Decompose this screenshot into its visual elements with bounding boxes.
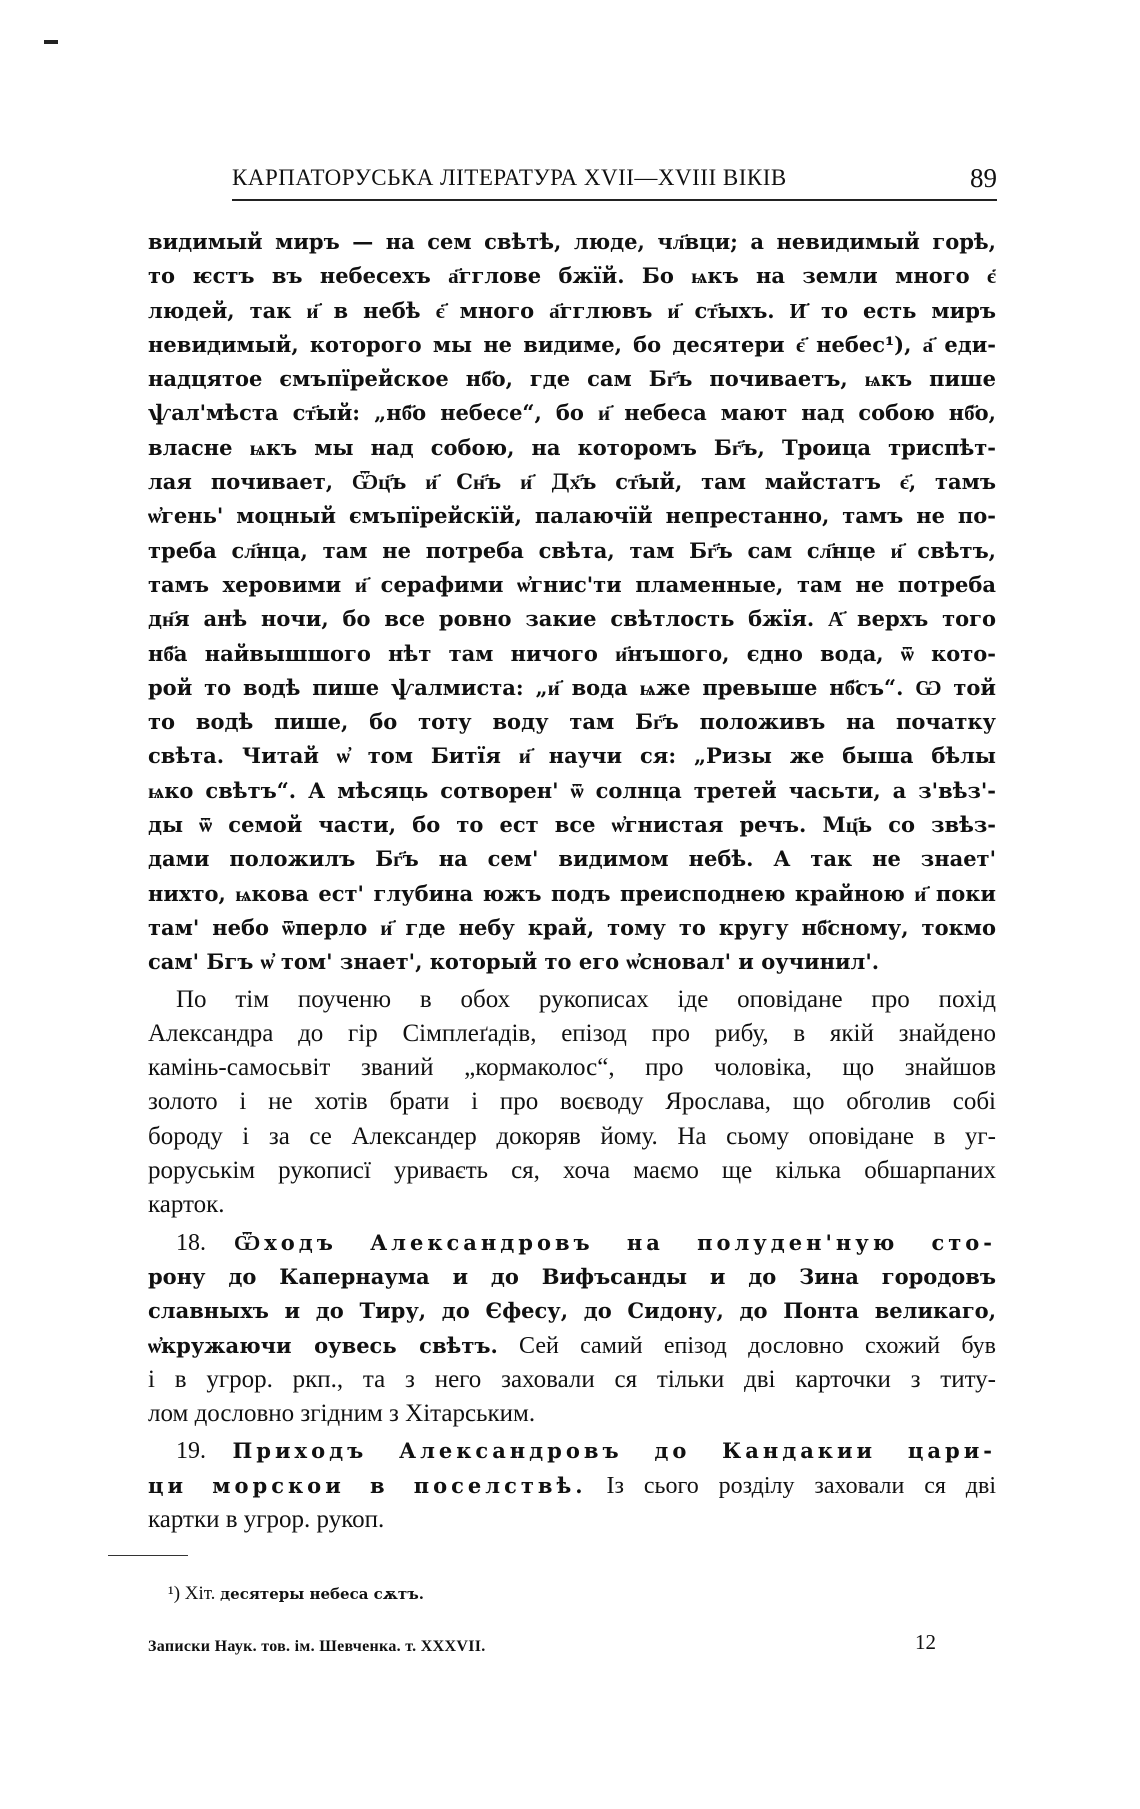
cs-line: ѱал'мѣста ст҃ый: „нб҃о небесе“, бо и҃ небеса мают над собою нб҃о, — [148, 400, 996, 426]
text-line: картки в угрор. рукоп. — [148, 1505, 385, 1533]
text-fragment: Сей самий епізод дословно схожий був — [519, 1332, 996, 1359]
cs-line: надцятое ємъпїрейское нб҃о, где сам Бг҃ъ почиваетъ, ѩкъ пише — [148, 366, 996, 392]
section-18 — [148, 1226, 996, 1432]
text-line: і в угрор. ркп., та з него заховали ся тільки дві карточки з титу- — [148, 1365, 996, 1393]
cs-line: там' небо ѿперло и҃ где небу край, тому то кругу нб҃сному, токмо — [148, 914, 996, 940]
cs-line: сам' Бгъ ѡ҆ том' знает', который то его ѡ҆сновал' и оучинил'. — [148, 949, 880, 975]
cs-line: ды ѿ семой части, бо то ест все ѡ҆гнистая речъ. Мц҃ь со звѣз- — [148, 812, 996, 838]
footnote — [168, 1583, 424, 1605]
footnote-mark: ¹) — [168, 1583, 181, 1604]
cs-line: славныхъ и до Тиру, до Єфесу, до Сидону, до Понта великаго, — [148, 1298, 996, 1324]
cs-line: тамъ херовими и҃ серафими ѡ҆гнис'ти пламенные, там не потреба — [148, 571, 996, 597]
page-number: 89 — [970, 163, 997, 193]
section-heading-line — [148, 1226, 996, 1260]
cs-line: треба сл҃нца, там не потреба свѣта, там Бг҃ъ сам сл҃нце и҃ свѣтъ, — [148, 537, 996, 563]
corner-mark — [44, 40, 58, 44]
footnote-label: Хіт. — [184, 1583, 216, 1604]
mixed-line — [148, 1329, 996, 1363]
cs-line: ѩко свѣтъ“. А мѣсяць сотворен' ѿ солнца третей часьти, а з'вѣз'- — [148, 777, 996, 803]
cs-line: дн҃я анѣ ночи, бо все ровно закие свѣтлость бжїя. А҃ верхъ того — [148, 606, 996, 632]
text-line: карток. — [148, 1191, 225, 1219]
text-line: камінь-самосьвіт званий „кормаколос“, про чоловіка, що знайшов — [148, 1054, 996, 1082]
text-fragment: Із сього розділу заховали ся дві — [606, 1472, 996, 1499]
cs-line: свѣта. Читай ѡ҆ том Битїя и҃ научи ся: „Ризы же быша бѣлы — [148, 743, 996, 769]
section-19 — [148, 1434, 996, 1537]
cs-line: ѡ҆гень' моцный ємъпїрейскїй, палаючїй непрестанно, тамъ не по- — [148, 503, 996, 529]
cs-line: то водѣ пише, бо тоту воду там Бг҃ъ положивъ на початку — [148, 709, 996, 735]
cs-line: то ѥстъ въ небесехъ а҃гглове бжїй. Бо ѩкъ на земли много є҃ — [148, 263, 996, 289]
paragraph-summary — [148, 983, 996, 1223]
cs-line: нб҃а найвышшого нѣт там ничого и҃нъшого, єдно вода, ѿ кото- — [148, 640, 996, 666]
cs-line: лая почивает, Ѿц҃ъ и҃ Сн҃ъ и҃ Дх҃ъ ст҃ый, там майстатъ є҃, тамъ — [148, 469, 996, 495]
cs-line: невидимый, которого мы не видиме, бо десятери є҃ небес¹), а҃ еди- — [148, 331, 996, 357]
printer-signature: 12 — [915, 1630, 936, 1654]
cs-line: дами положилъ Бг҃ъ на сем' видимом небѣ. А так не знает' — [148, 846, 996, 872]
cs-fragment: ѡ҆кружаючи оувесь свѣтъ. — [148, 1332, 498, 1358]
text-line: По тім поученю в обох рукописах іде оповідане про похід — [176, 985, 996, 1013]
section-title: Приходъ Алексaндровъ до Кандакии цари- — [232, 1438, 996, 1464]
cs-line: видимый миръ — на сем свѣтѣ, люде, чл҃вци; а невидимый горѣ, — [148, 229, 996, 254]
section-number: 18. — [176, 1229, 206, 1256]
footer-source: Записки Наук. тов. ім. Шевченка. т. XXXVII. — [148, 1638, 486, 1655]
footnote-rule — [108, 1555, 188, 1556]
church-slavonic-quote — [148, 225, 996, 980]
section-heading-line — [148, 1434, 996, 1468]
page-body — [148, 225, 996, 1537]
header-rule — [232, 199, 997, 201]
mixed-line — [148, 1469, 996, 1503]
running-header — [232, 165, 997, 201]
section-title: Ѿходъ Алексaндровъ на полуден'ную сто- — [233, 1229, 996, 1255]
section-number: 19. — [176, 1438, 206, 1465]
text-line: золото і не хотів брати і про воєводу Ярослава, що обголив собі — [148, 1088, 996, 1116]
footnote-text: десятеры небеса сѫтъ. — [220, 1585, 424, 1603]
text-line: лом дословно згідним з Хітарським. — [148, 1400, 536, 1428]
cs-line: рой то водѣ пише ѱалмиста: „и҃ вода ѩже превыше нб҃съ“. Ѡ той — [148, 674, 996, 700]
text-line: бороду і за се Александер докоряв йому. На сьому оповідане в уг- — [148, 1122, 996, 1150]
cs-line: людей, так и҃ в небѣ є҃ много а҃гглювъ и҃ ст҃ыхъ. И҃ то есть миръ — [148, 297, 996, 323]
text-line: Александра до гір Сімплеґадів, епізод про рибу, в якій знайдено — [148, 1019, 996, 1047]
header-title: КАРПАТОРУСЬКА ЛІТЕРАТУРА XVII—XVIII ВІКІВ — [232, 165, 787, 190]
cs-line: власне ѩкъ мы над собою, на которомъ Бг҃ъ, Троица триспѣт- — [148, 434, 996, 460]
cs-line: нихто, ѩкова ест' глубина южъ подъ преисподнею крайною и҃ поки — [148, 880, 996, 906]
cs-fragment: ци морскои в поселствѣ. — [148, 1472, 587, 1498]
text-line: роруськім рукописї уриваєть ся, хоча маємо ще кілька обшарпаних — [148, 1157, 996, 1185]
cs-line: рону до Капернаума и до Вифъсанды и до Зина городовъ — [148, 1263, 996, 1289]
